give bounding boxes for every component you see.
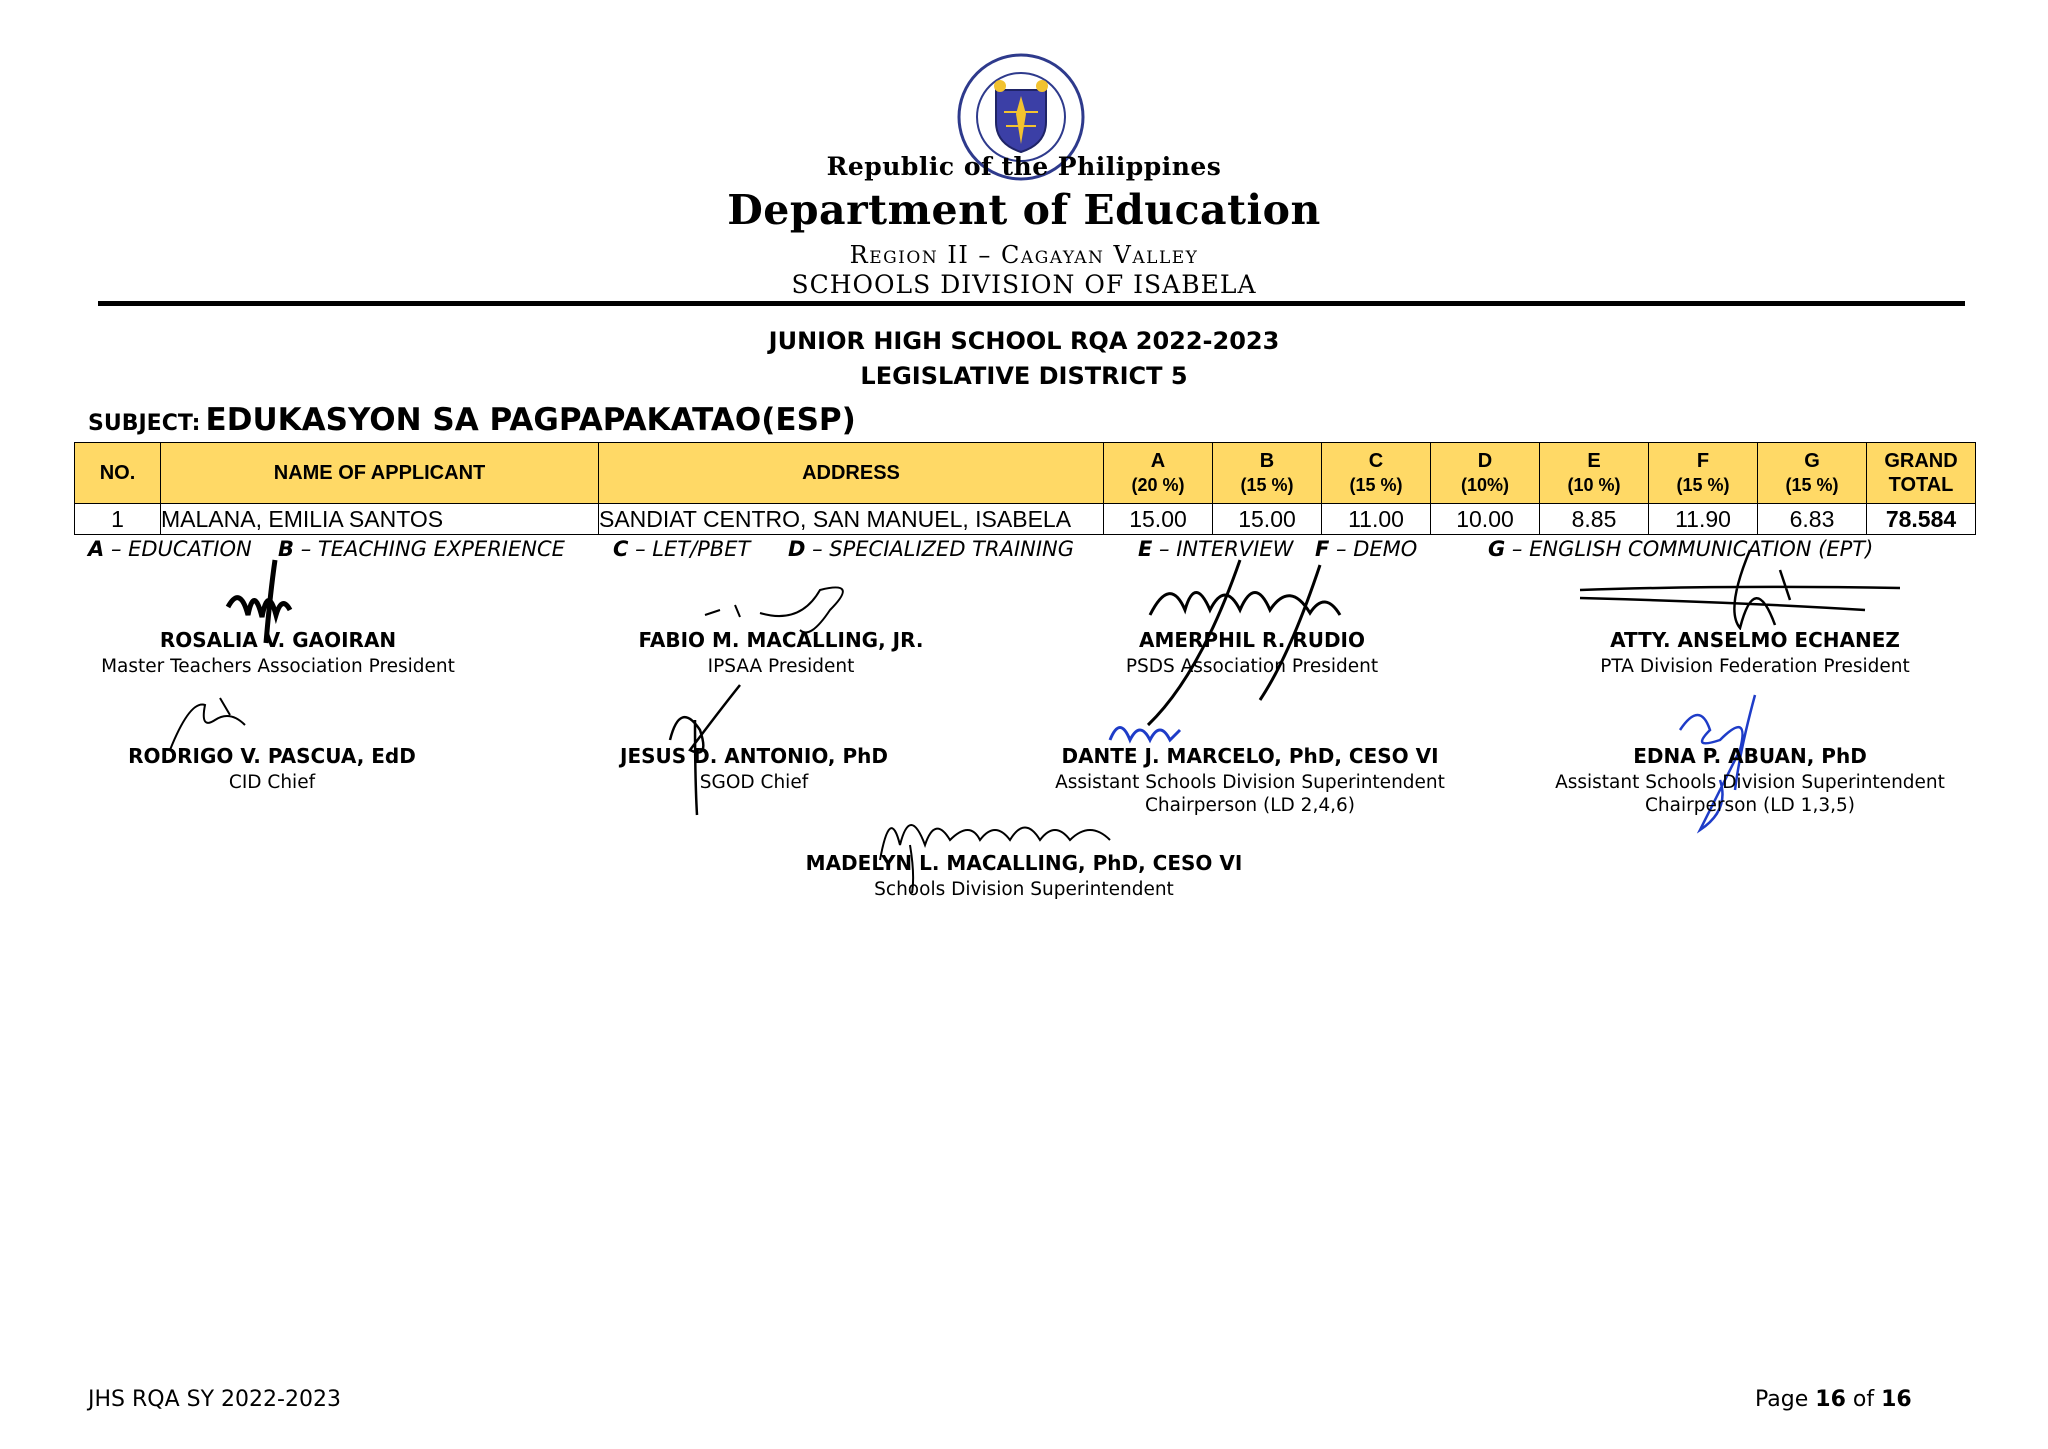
applicant-scores-table bbox=[74, 442, 1976, 535]
cell-score-b: 15.00 bbox=[1213, 504, 1322, 535]
page-total: 16 bbox=[1881, 1387, 1912, 1412]
signatory-pascua bbox=[88, 744, 456, 793]
col-header-weight: (10 %) bbox=[1567, 475, 1621, 495]
col-header-weight: (10%) bbox=[1460, 475, 1509, 495]
cell-score-g: 6.83 bbox=[1758, 504, 1867, 535]
signatory-name: RODRIGO V. PASCUA, EdD bbox=[128, 744, 416, 768]
col-header-grand: GRAND bbox=[1884, 450, 1958, 472]
col-header-no: NO. bbox=[75, 443, 161, 504]
legend-item-d bbox=[788, 537, 1074, 561]
signatory-gaoiran bbox=[98, 628, 458, 677]
legend-key: F bbox=[1315, 537, 1330, 561]
subject-value: EDUKASYON SA PAGPAPAKATAO(ESP) bbox=[205, 402, 856, 438]
signatory-marcelo bbox=[1028, 744, 1472, 816]
republic-heading: Republic of the Philippines bbox=[826, 152, 1222, 181]
signatory-position-2: Chairperson (LD 2,4,6) bbox=[1145, 795, 1355, 816]
col-header-weight: (15 %) bbox=[1240, 475, 1294, 495]
col-header-letter: E bbox=[1587, 450, 1601, 472]
legend-desc: – ENGLISH COMMUNICATION (EPT) bbox=[1505, 537, 1874, 561]
signatory-name: FABIO M. MACALLING, JR. bbox=[638, 628, 924, 652]
signatory-name: MADELYN L. MACALLING, PhD, CESO VI bbox=[805, 851, 1243, 875]
cell-score-f: 11.90 bbox=[1649, 504, 1758, 535]
department-heading: Department of Education bbox=[727, 186, 1321, 234]
page-current: 16 bbox=[1815, 1387, 1846, 1412]
cell-grand-total: 78.584 bbox=[1867, 504, 1976, 535]
signatory-name: ATTY. ANSELMO ECHANEZ bbox=[1610, 628, 1900, 652]
cell-score-d: 10.00 bbox=[1431, 504, 1540, 535]
col-header-c bbox=[1322, 443, 1431, 504]
legend-item-b bbox=[278, 537, 565, 561]
signatory-abuan bbox=[1530, 744, 1970, 816]
cell-score-a: 15.00 bbox=[1104, 504, 1213, 535]
legend-key: G bbox=[1488, 537, 1506, 561]
signatory-position-2: Chairperson (LD 1,3,5) bbox=[1645, 795, 1855, 816]
col-header-name: NAME OF APPLICANT bbox=[161, 443, 599, 504]
signature-scribble-echanez bbox=[1575, 540, 1905, 630]
table-header-row bbox=[75, 443, 1976, 504]
legend-key: A bbox=[88, 537, 105, 561]
col-header-d bbox=[1431, 443, 1540, 504]
signatory-position: Assistant Schools Division Superintendent bbox=[1055, 772, 1445, 793]
col-header-letter: D bbox=[1477, 450, 1493, 472]
cell-score-e: 8.85 bbox=[1540, 504, 1649, 535]
legend-key: E bbox=[1138, 537, 1153, 561]
signatory-echanez bbox=[1570, 628, 1940, 677]
col-header-total: TOTAL bbox=[1888, 474, 1954, 496]
cell-no: 1 bbox=[75, 504, 161, 535]
cell-name: MALANA, EMILIA SANTOS bbox=[161, 504, 599, 535]
signatory-position: Master Teachers Association President bbox=[101, 656, 455, 677]
col-header-weight: (15 %) bbox=[1349, 475, 1403, 495]
legend-desc: – SPECIALIZED TRAINING bbox=[805, 537, 1075, 561]
col-header-weight: (15 %) bbox=[1676, 475, 1730, 495]
signatory-name: EDNA P. ABUAN, PhD bbox=[1633, 744, 1867, 768]
legend-item-c bbox=[613, 537, 750, 561]
region-heading: Region II – Cagayan Valley bbox=[849, 241, 1199, 269]
district-title: LEGISLATIVE DISTRICT 5 bbox=[860, 362, 1188, 390]
signatory-antonio bbox=[584, 744, 924, 793]
col-header-f bbox=[1649, 443, 1758, 504]
col-header-letter: C bbox=[1368, 450, 1384, 472]
signatory-position: Schools Division Superintendent bbox=[874, 879, 1174, 900]
col-header-weight: (20 %) bbox=[1131, 475, 1185, 495]
division-heading: SCHOOLS DIVISION OF ISABELA bbox=[791, 270, 1257, 299]
col-header-g bbox=[1758, 443, 1867, 504]
signatory-position: PTA Division Federation President bbox=[1600, 656, 1910, 677]
footer-page-number bbox=[1755, 1387, 1912, 1412]
signatory-position: PSDS Association President bbox=[1125, 656, 1379, 677]
signatory-position: CID Chief bbox=[228, 772, 316, 793]
signatory-position: Assistant Schools Division Superintendent bbox=[1555, 772, 1945, 793]
signatory-madelyn-macalling bbox=[774, 851, 1274, 900]
legend-desc: – EDUCATION bbox=[104, 537, 252, 561]
col-header-grand-total bbox=[1867, 443, 1976, 504]
col-header-letter: F bbox=[1696, 450, 1710, 472]
legend-desc: – INTERVIEW bbox=[1152, 537, 1294, 561]
col-header-weight: (15 %) bbox=[1785, 475, 1839, 495]
signatory-position: IPSAA President bbox=[707, 656, 855, 677]
header-divider bbox=[98, 301, 1965, 306]
col-header-letter: B bbox=[1259, 450, 1275, 472]
table-row bbox=[75, 504, 1976, 535]
cell-address: SANDIAT CENTRO, SAN MANUEL, ISABELA bbox=[599, 504, 1104, 535]
subject-line bbox=[88, 402, 856, 438]
col-header-a bbox=[1104, 443, 1213, 504]
cell-score-c: 11.00 bbox=[1322, 504, 1431, 535]
page-of-word: of bbox=[1852, 1387, 1875, 1412]
col-header-e bbox=[1540, 443, 1649, 504]
signatory-name: AMERPHIL R. RUDIO bbox=[1138, 628, 1365, 652]
legend-key: C bbox=[613, 537, 629, 561]
legend-desc: – DEMO bbox=[1329, 537, 1418, 561]
signatory-position: SGOD Chief bbox=[699, 772, 809, 793]
col-header-b bbox=[1213, 443, 1322, 504]
report-title: JUNIOR HIGH SCHOOL RQA 2022-2023 bbox=[768, 327, 1280, 355]
signatory-name: ROSALIA V. GAOIRAN bbox=[159, 628, 397, 652]
legend-desc: – TEACHING EXPERIENCE bbox=[294, 537, 565, 561]
signatory-name: DANTE J. MARCELO, PhD, CESO VI bbox=[1061, 744, 1439, 768]
footer-doc-label: JHS RQA SY 2022-2023 bbox=[88, 1387, 341, 1412]
legend-desc: – LET/PBET bbox=[628, 537, 751, 561]
legend-key: B bbox=[278, 537, 295, 561]
signatory-rudio bbox=[1072, 628, 1432, 677]
signatory-macalling-jr bbox=[606, 628, 956, 677]
subject-label: SUBJECT: bbox=[88, 411, 201, 436]
page-word: Page bbox=[1755, 1387, 1809, 1412]
signatory-name: JESUS D. ANTONIO, PhD bbox=[620, 744, 888, 768]
col-header-letter: A bbox=[1150, 450, 1166, 472]
col-header-letter: G bbox=[1804, 450, 1820, 472]
col-header-address: ADDRESS bbox=[599, 443, 1104, 504]
legend-key: D bbox=[788, 537, 806, 561]
